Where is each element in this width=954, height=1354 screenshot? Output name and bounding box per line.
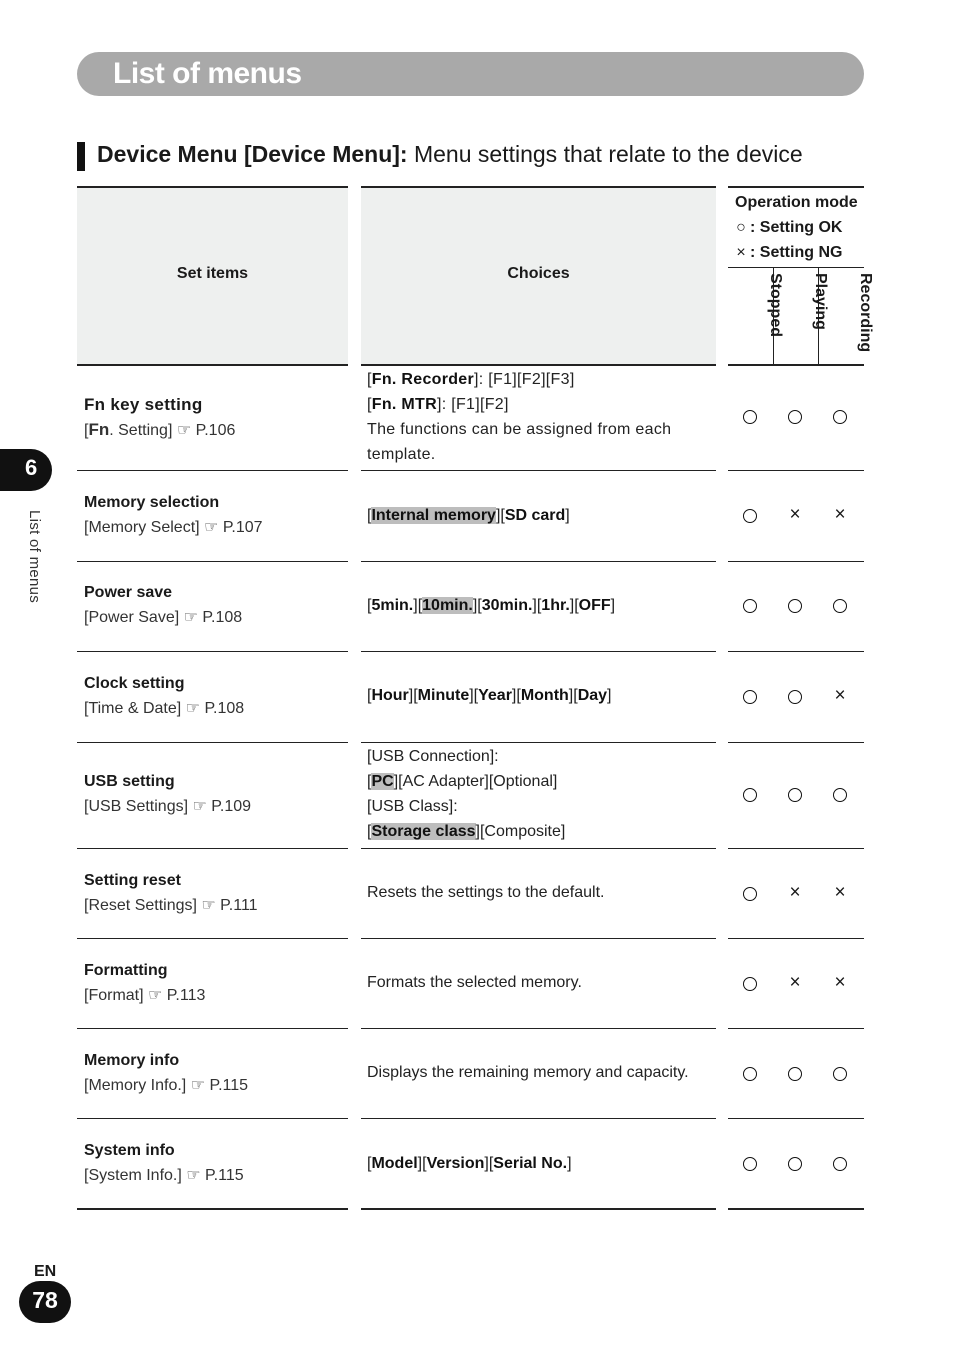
- circle-icon: ○: [736, 219, 746, 236]
- row-rule: [728, 561, 864, 562]
- row-rule: [361, 1118, 716, 1119]
- row-rule: [728, 651, 864, 652]
- cross-icon: ×: [789, 504, 801, 525]
- circle-icon: [738, 971, 762, 995]
- set-item-ref: [Fn. Setting] ☞ P.106: [84, 420, 236, 439]
- row-rule: [77, 1208, 348, 1210]
- set-item-name: Power save: [84, 584, 173, 601]
- circle-icon: [738, 1151, 762, 1175]
- chapter-tab: 6: [0, 449, 52, 491]
- header-playing: Playing: [812, 273, 829, 330]
- circle-icon: [783, 782, 807, 806]
- circle-icon: [783, 404, 807, 428]
- row-system-info: [84, 1138, 344, 1188]
- set-item-ref: [Time & Date] ☞ P.108: [84, 700, 245, 717]
- row-rule: [361, 1208, 716, 1210]
- row-rule: [728, 848, 864, 849]
- circle-icon: [738, 782, 762, 806]
- language-label: EN: [34, 1263, 57, 1280]
- row-rule: [728, 742, 864, 743]
- choices-fn-key-setting: [Fn. Recorder]: [F1][F2][F3] [Fn. MTR]: [F1][F2] The functions can be assigned from each template.: [367, 371, 672, 463]
- circle-icon: [828, 593, 852, 617]
- row-rule: [728, 470, 864, 471]
- row-rule: [77, 561, 348, 562]
- section-subtitle: Menu settings that relate to the device: [407, 141, 803, 167]
- row-rule: [361, 561, 716, 562]
- cross-icon: ×: [834, 504, 846, 525]
- circle-icon: [783, 1061, 807, 1085]
- row-rule: [728, 364, 864, 366]
- set-item-name: Formatting: [84, 962, 168, 979]
- table-top-rule: [728, 186, 864, 188]
- legend-ok: : Setting OK: [750, 219, 843, 236]
- set-item-name: Fn key setting: [84, 395, 203, 414]
- cross-icon: ×: [834, 882, 846, 903]
- set-item-name: System info: [84, 1142, 175, 1159]
- row-memory-info: [84, 1048, 344, 1098]
- row-rule: [361, 470, 716, 471]
- row-rule: [77, 1118, 348, 1119]
- operation-mode-legend: [728, 190, 864, 265]
- circle-icon: [738, 404, 762, 428]
- circle-icon: [738, 1061, 762, 1085]
- row-rule: [728, 938, 864, 939]
- header-choices: Choices: [507, 265, 570, 282]
- row-rule: [361, 651, 716, 652]
- row-rule: [361, 938, 716, 939]
- circle-icon: [738, 503, 762, 527]
- row-rule: [77, 1028, 348, 1029]
- cross-icon: ×: [789, 882, 801, 903]
- row-power-save: [84, 580, 344, 630]
- set-item-name: Setting reset: [84, 872, 181, 889]
- choices-memory-selection: [Internal memory][SD card]: [367, 507, 570, 524]
- row-rule: [728, 1028, 864, 1029]
- row-rule: [77, 364, 348, 366]
- circle-icon: [828, 1151, 852, 1175]
- row-rule: [728, 1208, 864, 1210]
- set-item-ref: [Format] ☞ P.113: [84, 987, 206, 1004]
- header-stopped: Stopped: [767, 273, 784, 337]
- choices-system-info: [Model][Version][Serial No.]: [367, 1155, 572, 1172]
- chapter-label: List of menus: [26, 510, 43, 604]
- choices-memory-info: Displays the remaining memory and capacity.: [367, 1064, 689, 1081]
- opmode-divider: [728, 267, 864, 268]
- circle-icon: [738, 881, 762, 905]
- set-item-ref: [Reset Settings] ☞ P.111: [84, 897, 258, 914]
- row-rule: [361, 848, 716, 849]
- row-fn-key-setting: [84, 392, 344, 443]
- row-rule: [728, 1118, 864, 1119]
- row-rule: [77, 848, 348, 849]
- set-item-ref: [System Info.] ☞ P.115: [84, 1167, 244, 1184]
- set-item-name: Clock setting: [84, 675, 185, 692]
- page-number: 78: [19, 1281, 71, 1323]
- row-clock-setting: [84, 671, 344, 721]
- cross-icon: ×: [834, 972, 846, 993]
- row-rule: [361, 364, 716, 366]
- row-setting-reset: [84, 868, 344, 918]
- set-item-ref: [Memory Info.] ☞ P.115: [84, 1077, 249, 1094]
- circle-icon: [738, 684, 762, 708]
- row-rule: [77, 651, 348, 652]
- section-title: Device Menu [Device Menu]:: [97, 141, 408, 167]
- legend-ng: : Setting NG: [750, 244, 843, 261]
- section-marker: [77, 142, 85, 171]
- page-title: List of menus: [113, 57, 302, 90]
- choices-clock-setting: [Hour][Minute][Year][Month][Day]: [367, 687, 612, 704]
- header-recording: Recording: [857, 273, 874, 353]
- circle-icon: [738, 593, 762, 617]
- row-rule: [361, 742, 716, 743]
- circle-icon: [828, 782, 852, 806]
- set-item-name: USB setting: [84, 773, 175, 790]
- row-rule: [361, 1028, 716, 1029]
- choices-formatting: Formats the selected memory.: [367, 974, 582, 991]
- operation-mode-title: Operation mode: [735, 194, 858, 211]
- table-top-rule: [361, 186, 716, 188]
- set-item-ref: [USB Settings] ☞ P.109: [84, 798, 252, 815]
- table-top-rule: [77, 186, 348, 188]
- cross-icon: ×: [834, 685, 846, 706]
- page-title-bar: [77, 52, 864, 96]
- set-item-name: Memory info: [84, 1052, 180, 1069]
- cross-icon: ×: [736, 244, 746, 261]
- row-rule: [77, 938, 348, 939]
- circle-icon: [828, 404, 852, 428]
- cross-icon: ×: [789, 972, 801, 993]
- circle-icon: [783, 684, 807, 708]
- row-usb-setting: [84, 769, 344, 819]
- row-memory-selection: [84, 490, 344, 540]
- set-item-ref: [Power Save] ☞ P.108: [84, 609, 243, 626]
- row-formatting: [84, 958, 344, 1008]
- set-item-ref: [Memory Select] ☞ P.107: [84, 519, 263, 536]
- row-rule: [77, 470, 348, 471]
- circle-icon: [783, 1151, 807, 1175]
- choices-setting-reset: Resets the settings to the default.: [367, 884, 605, 901]
- header-set-items: Set items: [176, 265, 249, 282]
- set-item-name: Memory selection: [84, 494, 220, 511]
- choices-power-save: [5min.][10min.][30min.][1hr.][OFF]: [367, 597, 616, 614]
- circle-icon: [828, 1061, 852, 1085]
- choices-usb-setting: [USB Connection]: [PC][AC Adapter][Optional] [USB Class]: [Storage class][Composite]: [367, 748, 566, 840]
- row-rule: [77, 742, 348, 743]
- circle-icon: [783, 593, 807, 617]
